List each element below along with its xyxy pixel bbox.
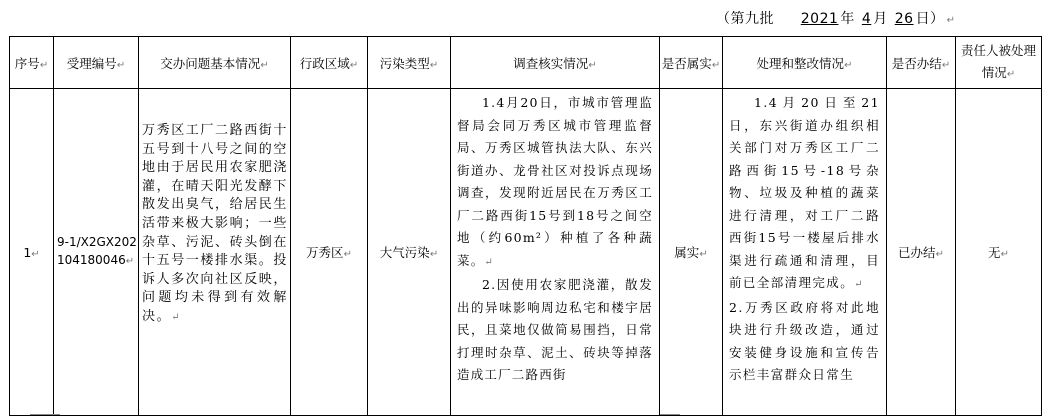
- cell-seq: 1↵: [10, 89, 54, 416]
- header-is-true: 是否属实↵: [660, 37, 723, 89]
- header-responsible: 责任人被处理情况↵: [956, 37, 1042, 89]
- year-unit: 年: [840, 11, 855, 27]
- handling-para-2: 2.万秀区政府将对此地块进行升级改造，通过安装健身设施和宣传告示栏丰富群众日常生: [729, 299, 880, 382]
- complaint-table: [9, 36, 1042, 416]
- investigation-para-1: 1.4月20日，市城市管理监督局会同万秀区城市管理监督局、万秀区城管执法大队、东兴街道办、龙骨社区对投诉点现场调查，发现附近居民在万秀区工厂二路西街15号到18号之间空地（约60m²）种植了各种蔬菜。: [457, 95, 653, 268]
- header-is-closed: 是否办结↵: [887, 37, 956, 89]
- batch-suffix: 日）: [915, 11, 945, 27]
- cell-pollution-type: 大气污染↵: [368, 89, 451, 416]
- batch-year: 2021: [800, 11, 839, 27]
- header-pollution-type: 污染类型↵: [368, 37, 451, 89]
- cell-responsible: 无↵: [956, 89, 1042, 416]
- batch-day: 26: [894, 11, 914, 27]
- header-investigation: 调查核实情况↵: [451, 37, 660, 89]
- batch-month: 4: [861, 11, 872, 27]
- header-district: 行政区域↵: [291, 37, 368, 89]
- header-handling: 处理和整改情况↵: [723, 37, 887, 89]
- cell-investigation: 1.4月20日，市城市管理监督局会同万秀区城市管理监督局、万秀区城管执法大队、东兴街道办、龙骨社区对投诉点现场调查，发现附近居民在万秀区工厂二路西街15号到18号之间空地（约60m²）种植了各种蔬菜。↵ 2.因使用农家肥浇灌，散发出的异味影响周边私宅和楼宇居民，且菜地仅做简易围挡，日常打理时杂草、泥土、砖块等掉落造成工厂二路西街: [451, 89, 660, 416]
- cell-case-no: 9-1/X2GX202104180046↵: [54, 89, 139, 416]
- cell-is-true: 属实↵: [660, 89, 723, 416]
- paragraph-mark: ↵: [946, 15, 956, 26]
- batch-date-line: [716, 8, 955, 28]
- cell-problem: 万秀区工厂二路西街十五号到十八号之间的空地由于居民用农家肥浇灌，在晴天阳光发酵下散发出臭气，给居民生活带来极大影响；一些杂草、污泥、砖头倒在十五号一楼排水渠。投诉人多次向社区反映，问题均未得到有效解决。↵: [139, 89, 291, 416]
- investigation-para-2: 2.因使用农家肥浇灌，散发出的异味影响周边私宅和楼宇居民，且菜地仅做简易围挡，日常打理时杂草、泥土、砖块等掉落造成工厂二路西街: [457, 277, 653, 382]
- header-row: [10, 37, 1042, 89]
- header-problem: 交办问题基本情况↵: [139, 37, 291, 89]
- table-row: [10, 89, 1042, 416]
- batch-prefix: （第九批: [716, 11, 774, 27]
- cell-handling: 1.4月20日至21日，东兴街道办组织相关部门对万秀区工厂二路西街15号-18号杂物、垃圾及种植的蔬菜进行清理，对工厂二路西街15号一楼屋后排水渠进行疏通和清理，目前已全部清理完成。↵ 2.万秀区政府将对此地块进行升级改造，通过安装健身设施和宣传告示栏丰富群众日常生: [723, 89, 887, 416]
- cell-is-closed: 已办结↵: [887, 89, 956, 416]
- cell-district: 万秀区↵: [291, 89, 368, 416]
- header-case-no: 受理编号↵: [54, 37, 139, 89]
- handling-para-1: 1.4月20日至21日，东兴街道办组织相关部门对万秀区工厂二路西街15号-18号杂物、垃圾及种植的蔬菜进行清理，对工厂二路西街15号一楼屋后排水渠进行疏通和清理，目前已全部清理完成。: [729, 95, 880, 290]
- month-unit: 月: [873, 11, 888, 27]
- header-seq: 序号↵: [10, 37, 54, 89]
